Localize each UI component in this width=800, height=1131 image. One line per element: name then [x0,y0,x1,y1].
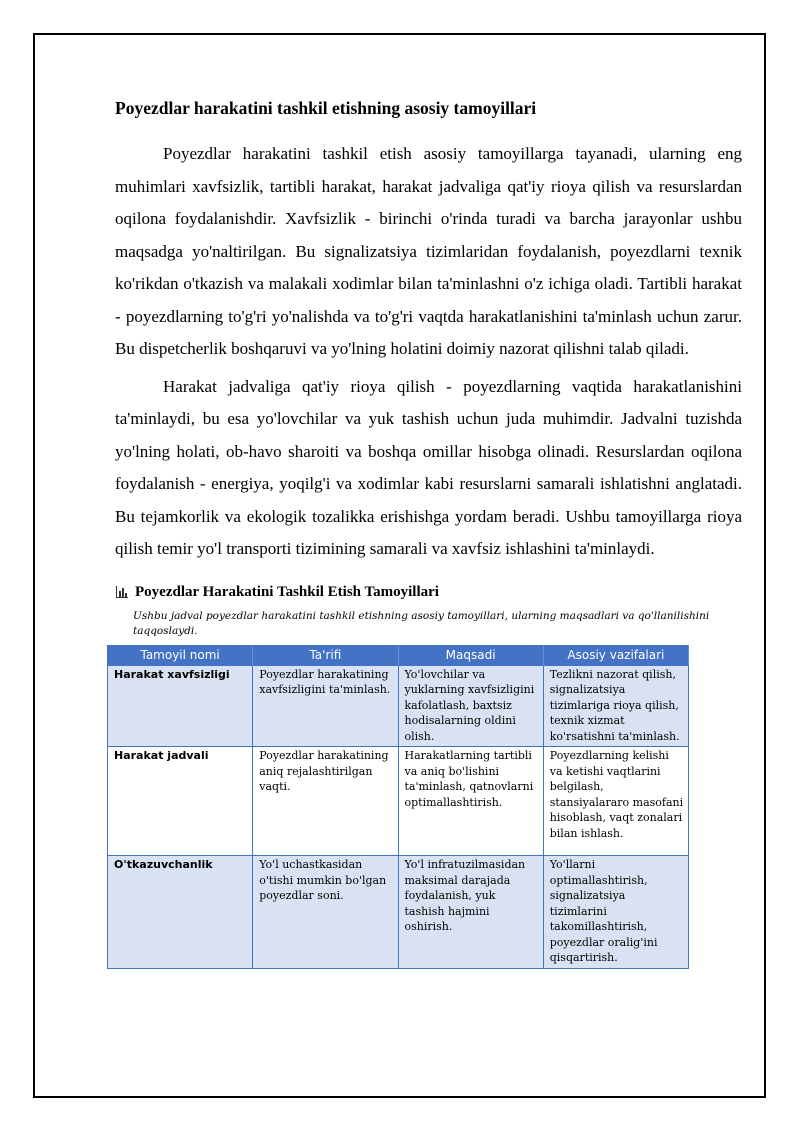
table-title-row [115,584,742,601]
table-caption: Ushbu jadval poyezdlar harakatini tashkil etishning asosiy tamoyillari, ularning maqsadlari va qo'llanilishini taqqoslaydi. [133,609,710,637]
principle-purpose: Harakatlarning tartibli va aniq bo'lishini ta'minlash, qatnovlarni optimallashtirish. [398,747,543,856]
principle-tasks: Yo'llarni optimallashtirish, signalizatsiya tizimlarini takomillashtirish, poyezdlar oralig'ini qisqartirish. [543,856,688,969]
table-title: Poyezdlar Harakatini Tashkil Etish Tamoyillari [135,583,439,600]
column-header: Ta'rifi [253,645,398,665]
principle-tasks: Tezlikni nazorat qilish, signalizatsiya tizimlariga rioya qilish, texnik xizmat ko'rsatishni ta'minlash. [543,665,688,747]
document-heading: Poyezdlar harakatini tashkil etishning asosiy tamoyillari [115,98,537,118]
principle-definition: Yo'l uchastkasidan o'tishi mumkin bo'lgan poyezdlar soni. [253,856,398,969]
principle-name: O'tkazuvchanlik [108,856,253,969]
table-section [115,584,742,969]
principle-tasks: Poyezdlarning kelishi va ketishi vaqtlarini belgilash, stansiyalararo masofani hisoblash, vaqt zonalari bilan ishlash. [543,747,688,856]
table-row [108,665,689,747]
column-header: Asosiy vazifalari [543,645,688,665]
principle-purpose: Yo'l infratuzilmasidan maksimal darajada foydalanish, yuk tashish hajmini oshirish. [398,856,543,969]
column-header: Tamoyil nomi [108,645,253,665]
principle-purpose: Yo'lovchilar va yuklarning xavfsizligini kafolatlash, baxtsiz hodisalarning oldini olish. [398,665,543,747]
principle-name: Harakat xavfsizligi [108,665,253,747]
paragraph-1: Poyezdlar harakatini tashkil etish asosiy tamoyillarga tayanadi, ularning eng muhimlari xavfsizlik, tartibli harakat, harakat jadvaliga qat'iy rioya qilish va resurslardan oqilona foydalanishdir. Xavfsizlik - birinchi o'rinda turadi va barcha jarayonlar ushbu maqsadga yo'naltirilgan. Bu signalizatsiya tizimlaridan foydalanish, poyezdlarni texnik ko'rikdan o'tkazish va malakali xodimlar bilan ta'minlashni o'z ichiga oladi. Tartibli harakat - poyezdlarning to'g'ri yo'nalishda va to'g'ri vaqtda harakatlanishini ta'minlash uchun zarur. Bu dispetcherlik boshqaruvi va yo'lning holatini doimiy nazorat qilishni talab qiladi. [115,144,742,358]
bar-chart-icon [115,585,129,599]
column-header: Maqsadi [398,645,543,665]
table-row [108,856,689,969]
principle-definition: Poyezdlar harakatining xavfsizligini ta'minlash. [253,665,398,747]
paragraph-2: Harakat jadvaliga qat'iy rioya qilish - poyezdlarning vaqtida harakatlanishini ta'minlaydi, bu esa yo'lovchilar va yuk tashish uchun juda muhimdir. Jadvalni tuzishda yo'lning holati, ob-havo sharoiti va boshqa omillar hisobga olinadi. Resurslardan oqilona foydalanish - energiya, yoqilg'i va xodimlar kabi resurslarni samarali ishlatishni anglatadi. Bu tejamkorlik va ekologik tozalikka erishishga yordam beradi. Ushbu tamoyillarga rioya qilish temir yo'l transporti tizimining samarali va xavfsiz ishlashini ta'minlaydi. [115,376,742,558]
table-row [108,747,689,856]
principle-name: Harakat jadvali [108,747,253,856]
principles-table [107,645,689,969]
table-header-row [108,645,689,665]
document-content [115,96,742,969]
principle-definition: Poyezdlar harakatining aniq rejalashtirilgan vaqti. [253,747,398,856]
